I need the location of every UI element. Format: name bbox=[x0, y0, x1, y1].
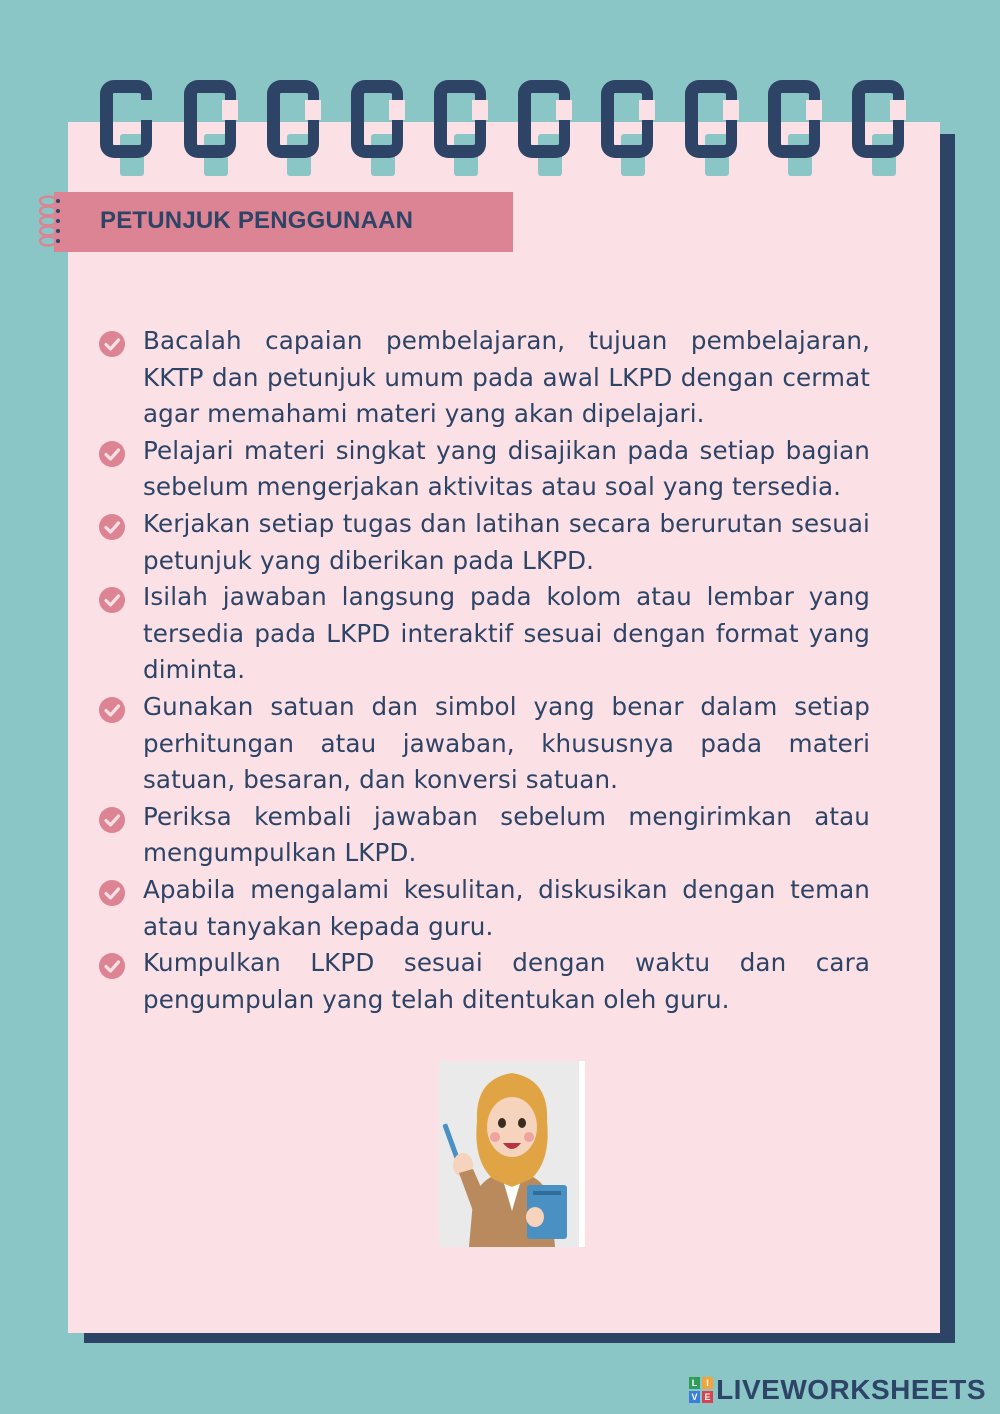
check-circle-icon bbox=[98, 440, 126, 468]
instruction-text: Apabila mengalami kesulitan, diskusikan dengan teman atau tanyakan kepada guru. bbox=[143, 874, 870, 941]
binder-ring-icon bbox=[685, 80, 737, 176]
binder-rings bbox=[0, 0, 1000, 200]
binder-ring-icon bbox=[768, 80, 820, 176]
check-circle-icon bbox=[98, 879, 126, 907]
instruction-item bbox=[98, 433, 870, 506]
binder-ring-icon bbox=[100, 80, 152, 176]
instruction-item bbox=[98, 579, 870, 689]
liveworksheets-brand bbox=[689, 1372, 986, 1408]
logo-letter-v: V bbox=[691, 1392, 698, 1402]
binder-ring-icon bbox=[434, 80, 486, 176]
check-circle-icon bbox=[98, 952, 126, 980]
binder-ring-icon bbox=[518, 80, 570, 176]
liveworksheets-logo-icon bbox=[689, 1377, 713, 1403]
instruction-item bbox=[98, 799, 870, 872]
instruction-text: Kumpulkan LKPD sesuai dengan waktu dan cara pengumpulan yang telah ditentukan oleh guru. bbox=[143, 948, 870, 1014]
instruction-text: Periksa kembali jawaban sebelum mengirimkan atau mengumpulkan LKPD. bbox=[143, 801, 870, 868]
page-title: PETUNJUK PENGGUNAAN bbox=[100, 207, 414, 234]
instruction-item bbox=[98, 872, 870, 945]
instruction-text: Pelajari materi singkat yang disajikan pada setiap bagian sebelum mengerjakan aktivitas atau soal yang tersedia. bbox=[143, 435, 870, 502]
logo-letter-e: E bbox=[704, 1392, 711, 1402]
brand-text: LIVEWORKSHEETS bbox=[716, 1374, 986, 1405]
instruction-item bbox=[98, 323, 870, 433]
instruction-item bbox=[98, 945, 870, 1018]
check-circle-icon bbox=[98, 586, 126, 614]
instruction-text: Gunakan satuan dan simbol yang benar dalam setiap perhitungan atau jawaban, khususnya pada materi satuan, besaran, dan konversi satuan. bbox=[143, 691, 870, 795]
instruction-text: Bacalah capaian pembelajaran, tujuan pembelajaran, KKTP dan petunjuk umum pada awal LKPD dengan cermat agar memahami materi yang akan dipelajari. bbox=[143, 326, 870, 429]
binder-ring-icon bbox=[601, 80, 653, 176]
check-circle-icon bbox=[98, 513, 126, 541]
instruction-text: Isilah jawaban langsung pada kolom atau lembar yang tersedia pada LKPD interaktif sesuai dengan format yang diminta. bbox=[143, 582, 870, 685]
logo-letter-l: L bbox=[691, 1378, 698, 1388]
check-circle-icon bbox=[98, 806, 126, 834]
check-circle-icon bbox=[98, 696, 126, 724]
logo-letter-i: I bbox=[706, 1378, 709, 1388]
instruction-list bbox=[98, 323, 870, 1018]
teacher-illustration bbox=[439, 1061, 585, 1247]
spiral-icon bbox=[36, 192, 68, 252]
binder-ring-icon bbox=[852, 80, 904, 176]
title-banner bbox=[54, 192, 513, 252]
instruction-item bbox=[98, 506, 870, 579]
binder-ring-icon bbox=[351, 80, 403, 176]
binder-ring-icon bbox=[267, 80, 319, 176]
binder-ring-icon bbox=[184, 80, 236, 176]
instruction-text: Kerjakan setiap tugas dan latihan secara berurutan sesuai petunjuk yang diberikan pada LKPD. bbox=[143, 508, 870, 575]
instruction-item bbox=[98, 689, 870, 799]
check-circle-icon bbox=[98, 330, 126, 358]
